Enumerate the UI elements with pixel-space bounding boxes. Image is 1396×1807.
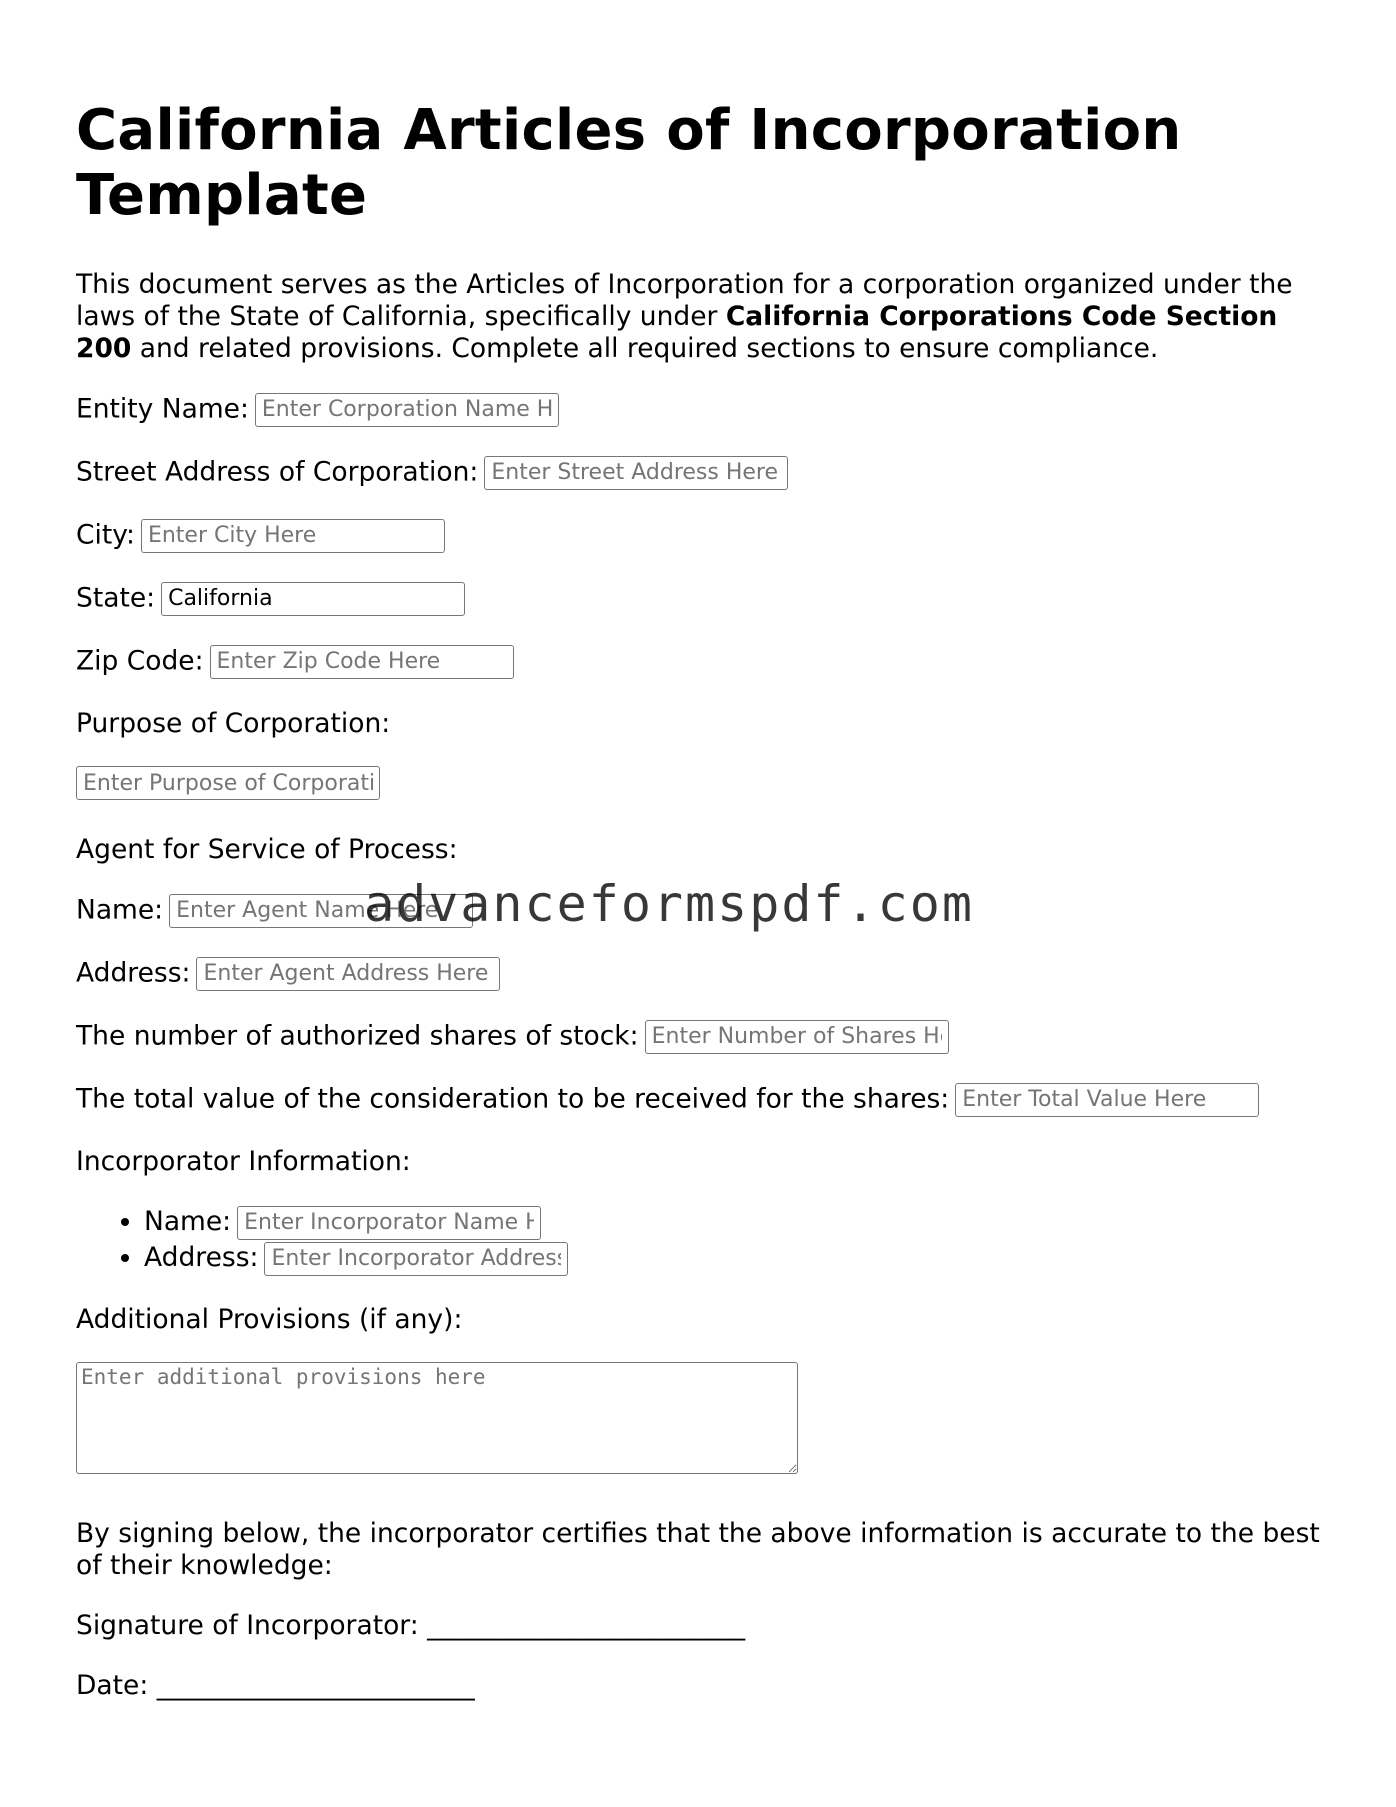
page-title: California Articles of Incorporation Template xyxy=(76,98,1182,228)
agent-heading: Agent for Service of Process: xyxy=(76,834,458,865)
entity-name-label: Entity Name: xyxy=(76,393,249,425)
agent-address-input[interactable] xyxy=(196,957,500,991)
entity-name-input[interactable] xyxy=(255,393,559,427)
zip-code-input[interactable] xyxy=(210,645,514,679)
agent-name-row xyxy=(76,892,1326,928)
state-input[interactable] xyxy=(161,582,465,616)
incorporator-heading: Incorporator Information: xyxy=(76,1146,411,1177)
consideration-input[interactable] xyxy=(955,1083,1259,1117)
agent-address-label: Address: xyxy=(76,957,191,989)
agent-name-label: Name: xyxy=(76,894,164,926)
certification-text: By signing below, the incorporator certifies that the above information is accurate to the best of their knowledge: xyxy=(76,1518,1320,1581)
intro-text-after: and related provisions. Complete all required sections to ensure compliance. xyxy=(131,333,1159,364)
incorporator-address-item xyxy=(144,1240,1326,1276)
incorporator-name-item xyxy=(144,1204,1326,1240)
authorized-shares-input[interactable] xyxy=(645,1020,949,1054)
intro-code-reference: California Corporations Code Section 200 xyxy=(76,301,1278,364)
intro-paragraph xyxy=(76,269,1326,365)
entity-name-row xyxy=(76,391,1326,427)
zip-code-row xyxy=(76,643,1326,679)
street-address-label: Street Address of Corporation: xyxy=(76,456,479,488)
zip-code-label: Zip Code: xyxy=(76,645,204,677)
incorporator-address-input[interactable] xyxy=(264,1242,568,1276)
city-label: City: xyxy=(76,519,135,551)
document xyxy=(76,98,1326,1728)
provisions-textarea[interactable] xyxy=(76,1362,798,1474)
authorized-shares-row xyxy=(76,1018,1326,1054)
provisions-label: Additional Provisions (if any): xyxy=(76,1304,463,1335)
incorporator-address-label: Address: xyxy=(144,1242,259,1273)
date-line: Date: ________________________ xyxy=(76,1670,475,1701)
consideration-row xyxy=(76,1081,1326,1117)
purpose-label: Purpose of Corporation: xyxy=(76,708,391,739)
signature-line: Signature of Incorporator: ________________________ xyxy=(76,1610,746,1641)
agent-address-row xyxy=(76,955,1326,991)
city-input[interactable] xyxy=(141,519,445,553)
consideration-label: The total value of the consideration to be received for the shares: xyxy=(76,1083,950,1115)
street-address-input[interactable] xyxy=(484,456,788,490)
incorporator-list xyxy=(76,1204,1326,1276)
intro-text-before: This document serves as the Articles of Incorporation for a corporation organized under the laws of the State of California, specifically under xyxy=(76,269,1293,332)
state-label: State: xyxy=(76,582,156,614)
street-address-row xyxy=(76,454,1326,490)
purpose-row xyxy=(76,766,1326,800)
city-row xyxy=(76,517,1326,553)
purpose-input[interactable] xyxy=(76,766,380,800)
authorized-shares-label: The number of authorized shares of stock: xyxy=(76,1020,639,1052)
incorporator-name-label: Name: xyxy=(144,1206,232,1237)
state-row xyxy=(76,580,1326,616)
incorporator-name-input[interactable] xyxy=(237,1206,541,1240)
agent-name-input[interactable] xyxy=(169,894,473,928)
watermark-text: advanceformspdf.com xyxy=(364,875,974,933)
